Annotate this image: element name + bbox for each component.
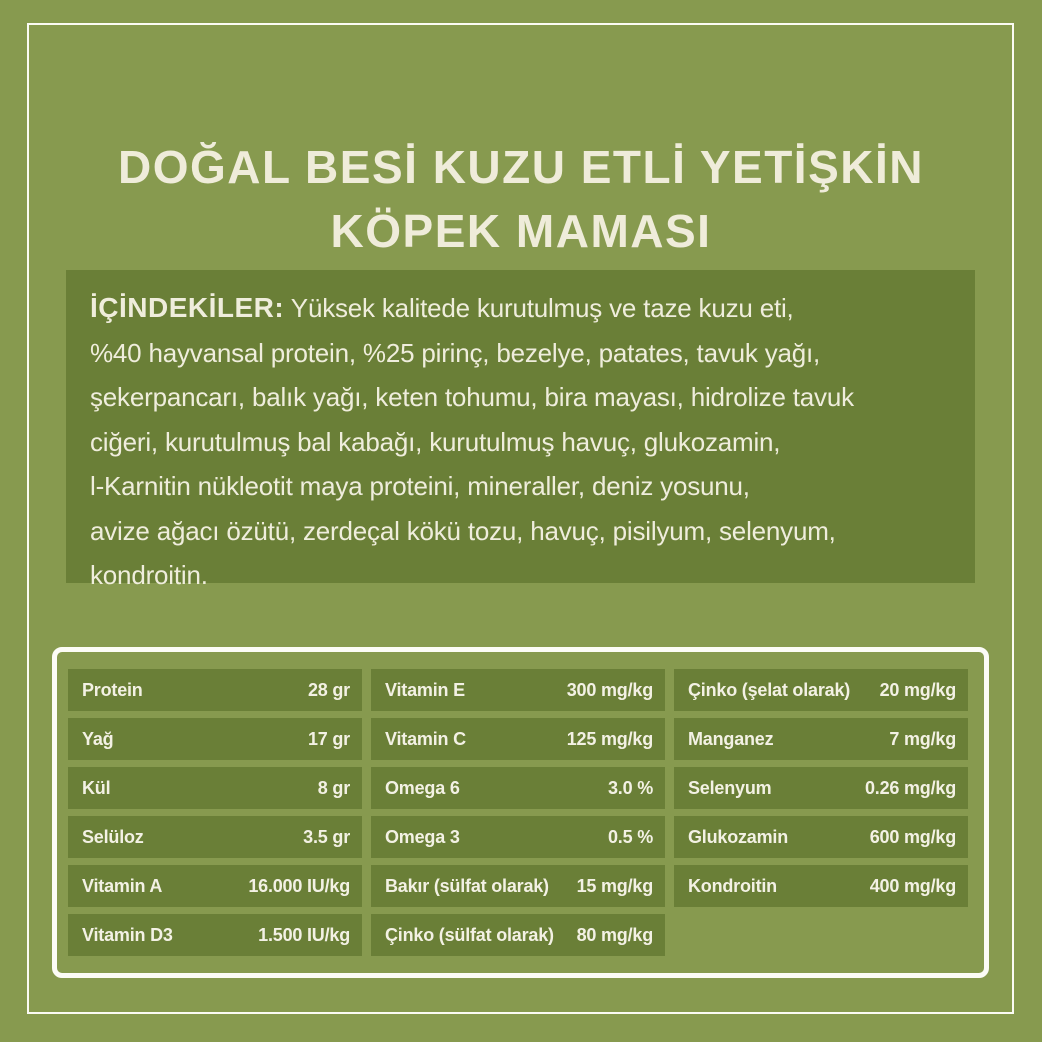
ingredients-line: şekerpancarı, balık yağı, keten tohumu, bira mayası, hidrolize tavuk xyxy=(90,382,854,412)
nutrition-row xyxy=(674,816,968,858)
nutrition-column-3 xyxy=(674,669,968,963)
nutrition-row xyxy=(674,718,968,760)
nutrient-label: Glukozamin xyxy=(688,826,789,847)
nutrient-label: Protein xyxy=(82,679,143,700)
nutrient-value: 16.000 IU/kg xyxy=(248,875,350,896)
nutrient-value: 15 mg/kg xyxy=(576,875,653,896)
nutrition-row xyxy=(68,767,362,809)
nutrient-label: Kül xyxy=(82,777,111,798)
product-title xyxy=(40,135,1002,263)
nutrient-label: Vitamin A xyxy=(82,875,163,896)
nutrition-row xyxy=(68,718,362,760)
nutrient-value: 0.26 mg/kg xyxy=(864,777,956,798)
nutrition-columns xyxy=(68,669,970,963)
nutrient-value: 400 mg/kg xyxy=(869,875,956,896)
nutrient-label: Bakır (sülfat olarak) xyxy=(385,875,549,896)
nutrition-row xyxy=(371,718,665,760)
nutrient-value: 300 mg/kg xyxy=(566,679,653,700)
nutrition-column-1 xyxy=(68,669,362,963)
ingredients-line: kondroitin. xyxy=(90,560,208,590)
ingredients-label: İÇİNDEKİLER: xyxy=(90,292,285,323)
nutrient-label: Selüloz xyxy=(82,826,144,847)
nutrient-value: 600 mg/kg xyxy=(869,826,956,847)
nutrient-label: Çinko (şelat olarak) xyxy=(688,679,851,700)
nutrient-value: 1.500 IU/kg xyxy=(258,924,350,945)
nutrient-label: Vitamin C xyxy=(385,728,466,749)
nutrient-value: 20 mg/kg xyxy=(879,679,956,700)
ingredients-section xyxy=(66,270,975,590)
nutrient-value: 125 mg/kg xyxy=(566,728,653,749)
nutrient-label: Yağ xyxy=(82,728,114,749)
nutrient-label: Vitamin D3 xyxy=(82,924,173,945)
ingredients-line: l-Karnitin nükleotit maya proteini, mineraller, deniz yosunu, xyxy=(90,471,750,501)
product-title-line1: DOĞAL BESİ KUZU ETLİ YETİŞKİN xyxy=(118,140,924,193)
product-title-line2: KÖPEK MAMASI xyxy=(330,204,712,257)
ingredients-line: %40 hayvansal protein, %25 pirinç, bezelye, patates, tavuk yağı, xyxy=(90,337,821,368)
nutrition-row xyxy=(371,669,665,711)
nutrient-value: 3.0 % xyxy=(607,777,653,798)
nutrition-row xyxy=(674,865,968,907)
nutrient-value: 28 gr xyxy=(307,679,350,700)
ingredients-line: ciğeri, kurutulmuş bal kabağı, kurutulmuş havuç, glukozamin, xyxy=(90,426,781,457)
ingredients-text: Yüksek kalitede kurutulmuş ve taze kuzu eti, xyxy=(290,293,794,323)
nutrient-value: 7 mg/kg xyxy=(889,728,956,749)
nutrition-row xyxy=(674,767,968,809)
nutrient-label: Çinko (sülfat olarak) xyxy=(385,924,554,945)
nutrition-row xyxy=(371,865,665,907)
nutrient-label: Manganez xyxy=(688,728,774,749)
ingredients-line: avize ağacı özütü, zerdeçal kökü tozu, havuç, pisilyum, selenyum, xyxy=(90,515,836,546)
nutrition-row xyxy=(371,767,665,809)
nutrient-label: Vitamin E xyxy=(385,679,465,700)
ingredients-line xyxy=(90,286,951,331)
nutrition-column-2 xyxy=(371,669,665,963)
nutrition-facts-panel xyxy=(52,647,989,978)
nutrition-row xyxy=(68,816,362,858)
nutrient-value: 17 gr xyxy=(307,728,350,749)
nutrient-label: Kondroitin xyxy=(688,875,777,896)
nutrition-row xyxy=(68,914,362,956)
nutrition-row xyxy=(371,816,665,858)
nutrition-row xyxy=(68,865,362,907)
nutrient-value: 80 mg/kg xyxy=(576,924,653,945)
nutrition-row xyxy=(68,669,362,711)
nutrient-value: 3.5 gr xyxy=(303,826,350,847)
nutrition-row xyxy=(674,669,968,711)
nutrition-row xyxy=(371,914,665,956)
nutrient-value: 0.5 % xyxy=(607,826,653,847)
nutrient-label: Omega 3 xyxy=(385,826,460,847)
nutrient-label: Omega 6 xyxy=(385,777,460,798)
nutrient-value: 8 gr xyxy=(317,777,350,798)
nutrient-label: Selenyum xyxy=(688,777,772,798)
